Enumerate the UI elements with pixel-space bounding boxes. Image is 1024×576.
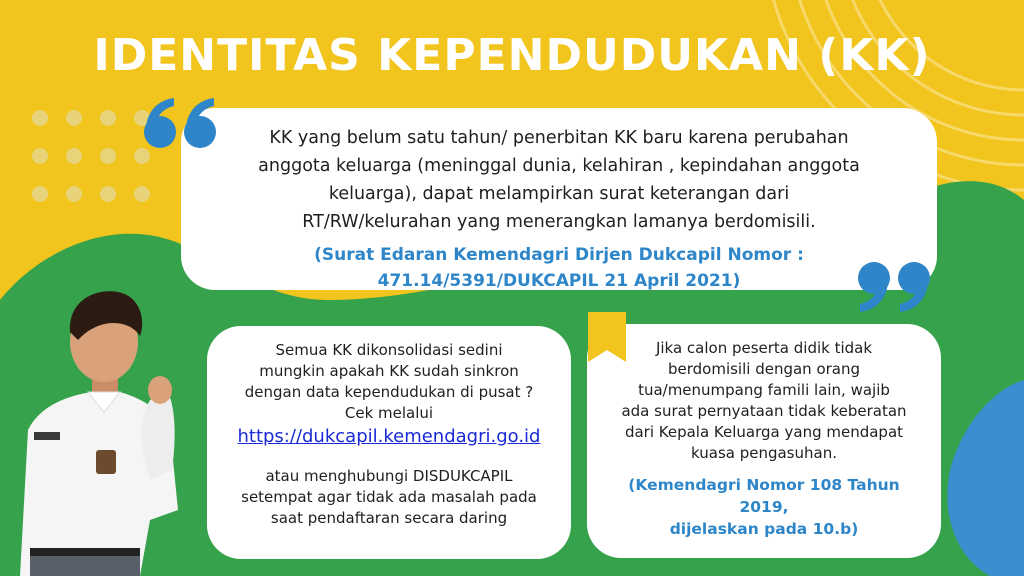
text-line: Jika calon peserta didik tidak [655, 339, 873, 357]
page-title: IDENTITAS KEPENDUDUKAN (KK) [93, 30, 931, 81]
open-quote-icon [140, 96, 222, 152]
text-line: setempat agar tidak ada masalah pada [241, 488, 537, 506]
text-line: tua/menumpang famili lain, wajib [638, 381, 890, 399]
left-card-body [221, 340, 557, 424]
text-line: Cek melalui [344, 404, 434, 422]
right-card-reference [603, 474, 925, 540]
text-line: mungkin apakah KK sudah sinkron [259, 362, 519, 380]
text-line: saat pendaftaran secara daring [270, 509, 508, 527]
student-photo [0, 280, 200, 576]
reference-line: 471.14/5391/DUKCAPIL 21 April 2021) [377, 271, 741, 291]
text-line: keluarga), dapat melampirkan surat keterangan dari [328, 184, 790, 204]
left-card-body-2 [221, 466, 557, 529]
text-line: dari Kepala Keluarga yang mendapat [624, 423, 904, 441]
bookmark-icon [588, 312, 626, 362]
top-card-body [221, 124, 897, 236]
close-quote-icon [852, 258, 934, 314]
dukcapil-link[interactable]: https://dukcapil.kemendagri.go.id [237, 426, 541, 447]
info-card-right [587, 324, 941, 558]
text-line: kuasa pengasuhan. [691, 444, 837, 462]
info-card-left [207, 326, 571, 559]
text-line: KK yang belum satu tahun/ penerbitan KK baru karena perubahan [269, 128, 849, 148]
reference-line: (Surat Edaran Kemendagri Dirjen Dukcapil Nomor : [314, 245, 804, 265]
right-card-body [603, 338, 925, 464]
text-line: atau menghubungi DISDUKCAPIL [265, 467, 513, 485]
text-line: Semua KK dikonsolidasi sedini [275, 341, 503, 359]
top-card-reference [221, 242, 897, 294]
text-line: berdomisili dengan orang [667, 360, 861, 378]
text-line: dengan data kependudukan di pusat ? [244, 383, 534, 401]
reference-line: dijelaskan pada 10.b) [669, 520, 859, 538]
decorative-dots [32, 110, 150, 202]
text-line: RT/RW/kelurahan yang menerangkan lamanya berdomisili. [302, 212, 816, 232]
text-line: ada surat pernyataan tidak keberatan [621, 402, 907, 420]
info-card-top [181, 108, 937, 290]
text-line: anggota keluarga (meninggal dunia, kelahiran , kepindahan anggota [258, 156, 860, 176]
reference-line: (Kemendagri Nomor 108 Tahun 2019, [628, 476, 900, 516]
